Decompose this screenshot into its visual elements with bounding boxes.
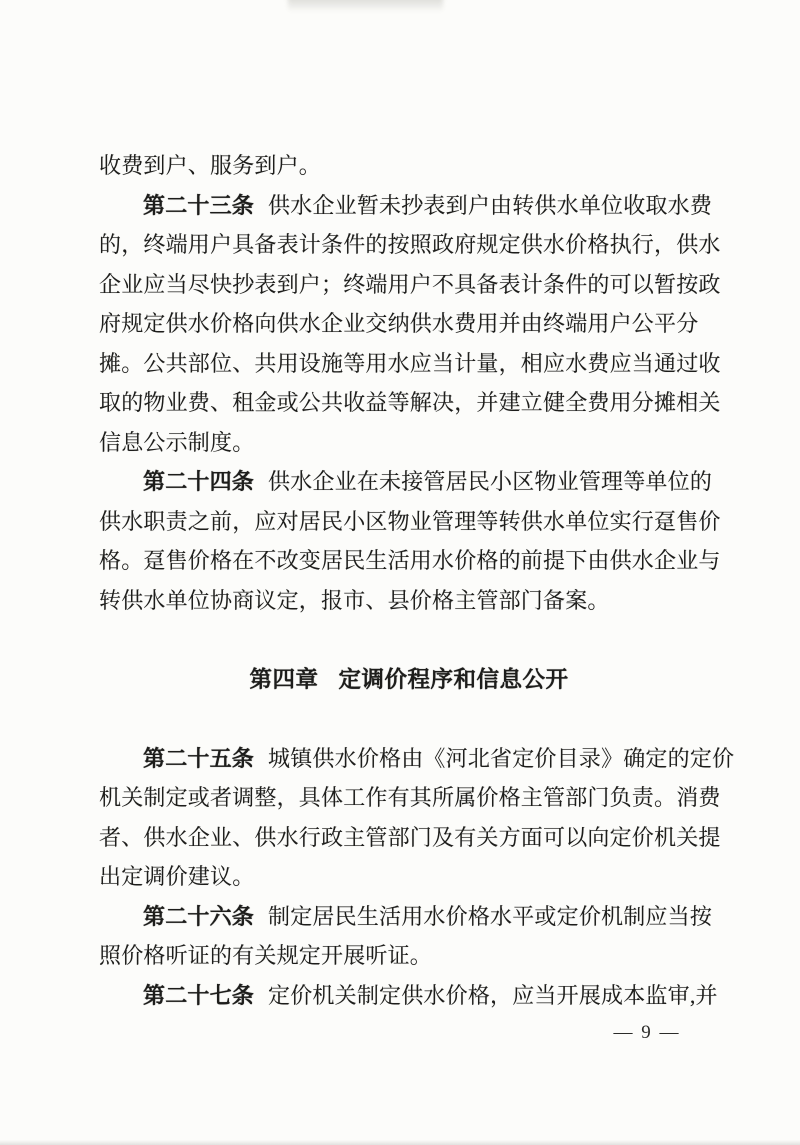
article-number-label: 第二十七条 (143, 982, 255, 1008)
line-text: 企业应当尽快抄表到户；终端用户不具备表计条件的可以暂按政 (99, 271, 721, 297)
text-line (99, 186, 719, 226)
paragraph (99, 462, 719, 620)
line-text: 照价格听证的有关规定开展听证。 (99, 943, 433, 968)
paragraph (99, 739, 735, 897)
text-line (99, 936, 719, 976)
text-line (99, 225, 719, 265)
line-text: 者、供水企业、供水行政主管部门及有关方面可以向定价机关提 (99, 824, 721, 850)
text-line (99, 344, 719, 384)
line-text: 转供水单位协商议定，报市、县价格主管部门备案。 (99, 587, 610, 613)
text-line (99, 818, 719, 858)
chapter-number: 第四章 (249, 666, 319, 692)
text-line (99, 897, 719, 937)
line-text: 出定调价建议。 (99, 864, 255, 889)
line-text: 供水职责之前，应对居民小区物业管理等转供水单位实行趸售价 (99, 508, 721, 534)
line-text: 供水企业在未接管居民小区物业管理等单位的 (268, 469, 713, 494)
line-text: 定价机关制定供水价格，应当开展成本监审,并 (268, 982, 718, 1008)
text-line (99, 581, 719, 621)
chapter-heading (99, 660, 719, 700)
chapter-title: 定调价程序和信息公开 (338, 666, 569, 692)
line-text: 城镇供水价格由《河北省定价目录》确定的定价 (268, 745, 735, 771)
text-line (99, 541, 719, 581)
text-line (99, 778, 719, 818)
line-text: 的，终端用户具备表计条件的按照政府规定供水价格执行，供水 (99, 232, 721, 257)
scan-artifact-top (288, 0, 443, 12)
text-line (99, 976, 719, 1016)
line-text: 府规定供水价格向供水企业交纳供水费用并由终端用户公平分 (99, 311, 699, 336)
paragraph (99, 146, 719, 186)
line-text: 供水企业暂未抄表到户由转供水单位收取水费 (268, 192, 713, 218)
article-number-label: 第二十六条 (143, 903, 255, 929)
line-text: 机关制定或者调整，具体工作有其所属价格主管部门负责。消费 (99, 785, 721, 810)
line-text: 收费到户、服务到户。 (99, 153, 322, 178)
paragraph (99, 976, 719, 1016)
text-line (99, 739, 735, 779)
line-text: 制定居民生活用水价格水平或定价机制应当按 (268, 903, 713, 929)
line-text: 格。趸售价格在不改变居民生活用水价格的前提下由供水企业与 (99, 548, 721, 573)
text-line (99, 462, 719, 502)
scan-artifact-bottom (0, 1140, 800, 1145)
article-number-label: 第二十三条 (143, 192, 255, 218)
line-text: 取的物业费、租金或公共收益等解决，并建立健全费用分摊相关 (99, 390, 721, 415)
text-line (99, 857, 719, 897)
text-line (99, 304, 719, 344)
line-text: 信息公示制度。 (99, 429, 255, 455)
paragraph (99, 186, 719, 463)
line-text: 摊。公共部位、共用设施等用水应当计量，相应水费应当通过收 (99, 350, 721, 376)
paragraph (99, 897, 719, 976)
article-number-label: 第二十五条 (143, 745, 255, 771)
document-body (99, 146, 735, 1015)
text-line (99, 146, 719, 186)
text-line (99, 502, 719, 542)
article-number-label: 第二十四条 (143, 469, 255, 494)
text-line (99, 265, 719, 305)
text-line (99, 423, 719, 463)
text-line (99, 383, 719, 423)
page-number: — 9 — (613, 1022, 681, 1043)
